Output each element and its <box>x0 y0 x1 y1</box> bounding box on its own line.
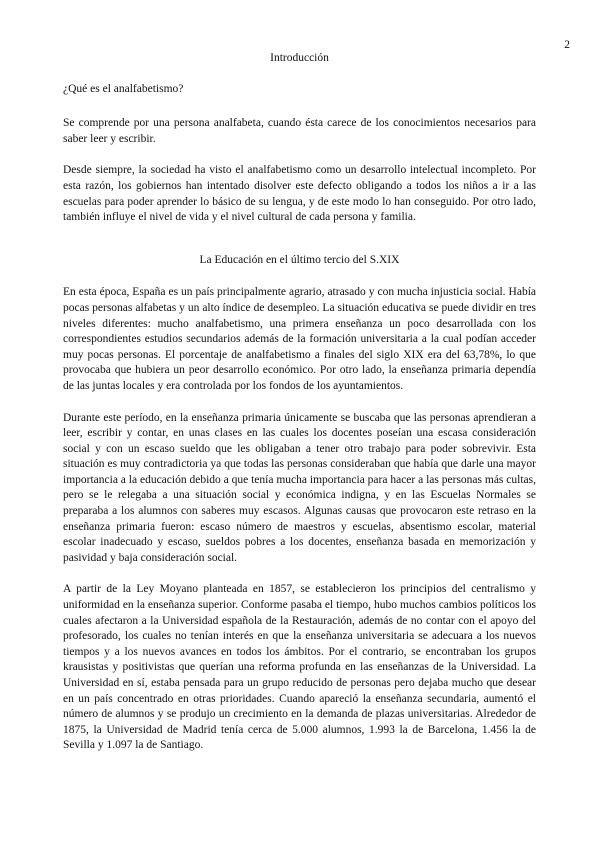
page-number: 2 <box>564 39 570 51</box>
paragraph-primary-education: Durante este período, en la enseñanza primaria únicamente se buscaba que las personas aprendieran a leer, escribir y contar, en unas clases en las cuales los docentes poseían una escasa consideración social y con un escaso sueldo que les obligaban a tener otro trabajo para poder sobrevivir. Esta situación es muy contradictoria ya que todas las personas consideraban que había que darle una mayor importancia a la educación debido a que tenía mucha importancia para hacer a las personas más cultas, pero se le relegaba a una situación social y económica indigna, y en las Escuelas Normales se preparaba a los alumnos con saberes muy escasos. Algunas causas que provocaron este retraso en la enseñanza primaria fueron: escaso número de maestros y escuelas, absentismo escolar, material escolar inadecuado y escaso, sueldos pobres a los docentes, enseñanza basada en memorización y pasividad y baja consideración social. <box>63 411 536 564</box>
section-heading: La Educación en el último tercio del S.XIX <box>199 253 400 266</box>
paragraph-definition: Se comprende por una persona analfabeta, cuando ésta carece de los conocimientos necesarios para saber leer y escribir. <box>63 117 536 145</box>
paragraph-era: En esta época, España es un país principalmente agrario, atrasado y con mucha injusticia social. Había pocas personas alfabetas y un alto índice de desempleo. La situación educativa se puede dividir en tres niveles diferentes: mucho analfabetismo, una primera enseñanza un poco desarrollada con los correspondientes estudios secundarios además de la formación universitaria a la cual podían acceder muy pocas personas. El porcentaje de analfabetismo a finales del siglo XIX era del 63,78%, lo que provocaba que hubiera un peor desarrollo económico. Por otro lado, la enseñanza primaria dependía de las juntas locales y era controlada por los fondos de los ayuntamientos. <box>63 286 536 392</box>
document-body <box>63 51 536 754</box>
paragraph-history: Desde siempre, la sociedad ha visto el analfabetismo como un desarrollo intelectual incompleto. Por esta razón, los gobiernos han intentado disolver este defecto obligando a todos los niños a ir a las escuelas para poder aprender lo básico de su lengua, y de este modo lo han conseguido. Por otro lado, también influye el nivel de vida y el nivel cultural de cada persona y familia. <box>63 164 536 224</box>
question-text: ¿Qué es el analfabetismo? <box>63 82 184 95</box>
paragraph-university: A partir de la Ley Moyano planteada en 1857, se establecieron los principios del centralismo y uniformidad en la enseñanza superior. Conforme pasaba el tiempo, hubo muchos cambios políticos los cuales afectaron a la Universidad española de la Restauración, además de no contar con el apoyo del profesorado, los cuales no tenían interés en que la enseñanza universitaria se adecuara a los nuevos tiempos y a los nuevos avances en todos los ámbitos. Por el contrario, se encontraban los grupos krausistas y positivistas que querían una reforma profunda en las enseñanzas de la Universidad. La Universidad en sí, estaba pensada para un grupo reducido de personas pero dejaba mucho que desear en un país concentrado en otras prioridades. Cuando apareció la enseñanza secundaria, aumentó el número de alumnos y se produjo un crecimiento en la demanda de plazas universitarias. Alrededor de 1875, la Universidad de Madrid tenía cerca de 5.000 alumnos, 1.993 la de Barcelona, 1.456 la de Sevilla y 1.097 la de Santiago. <box>63 583 536 752</box>
intro-heading: Introducción <box>270 52 329 64</box>
